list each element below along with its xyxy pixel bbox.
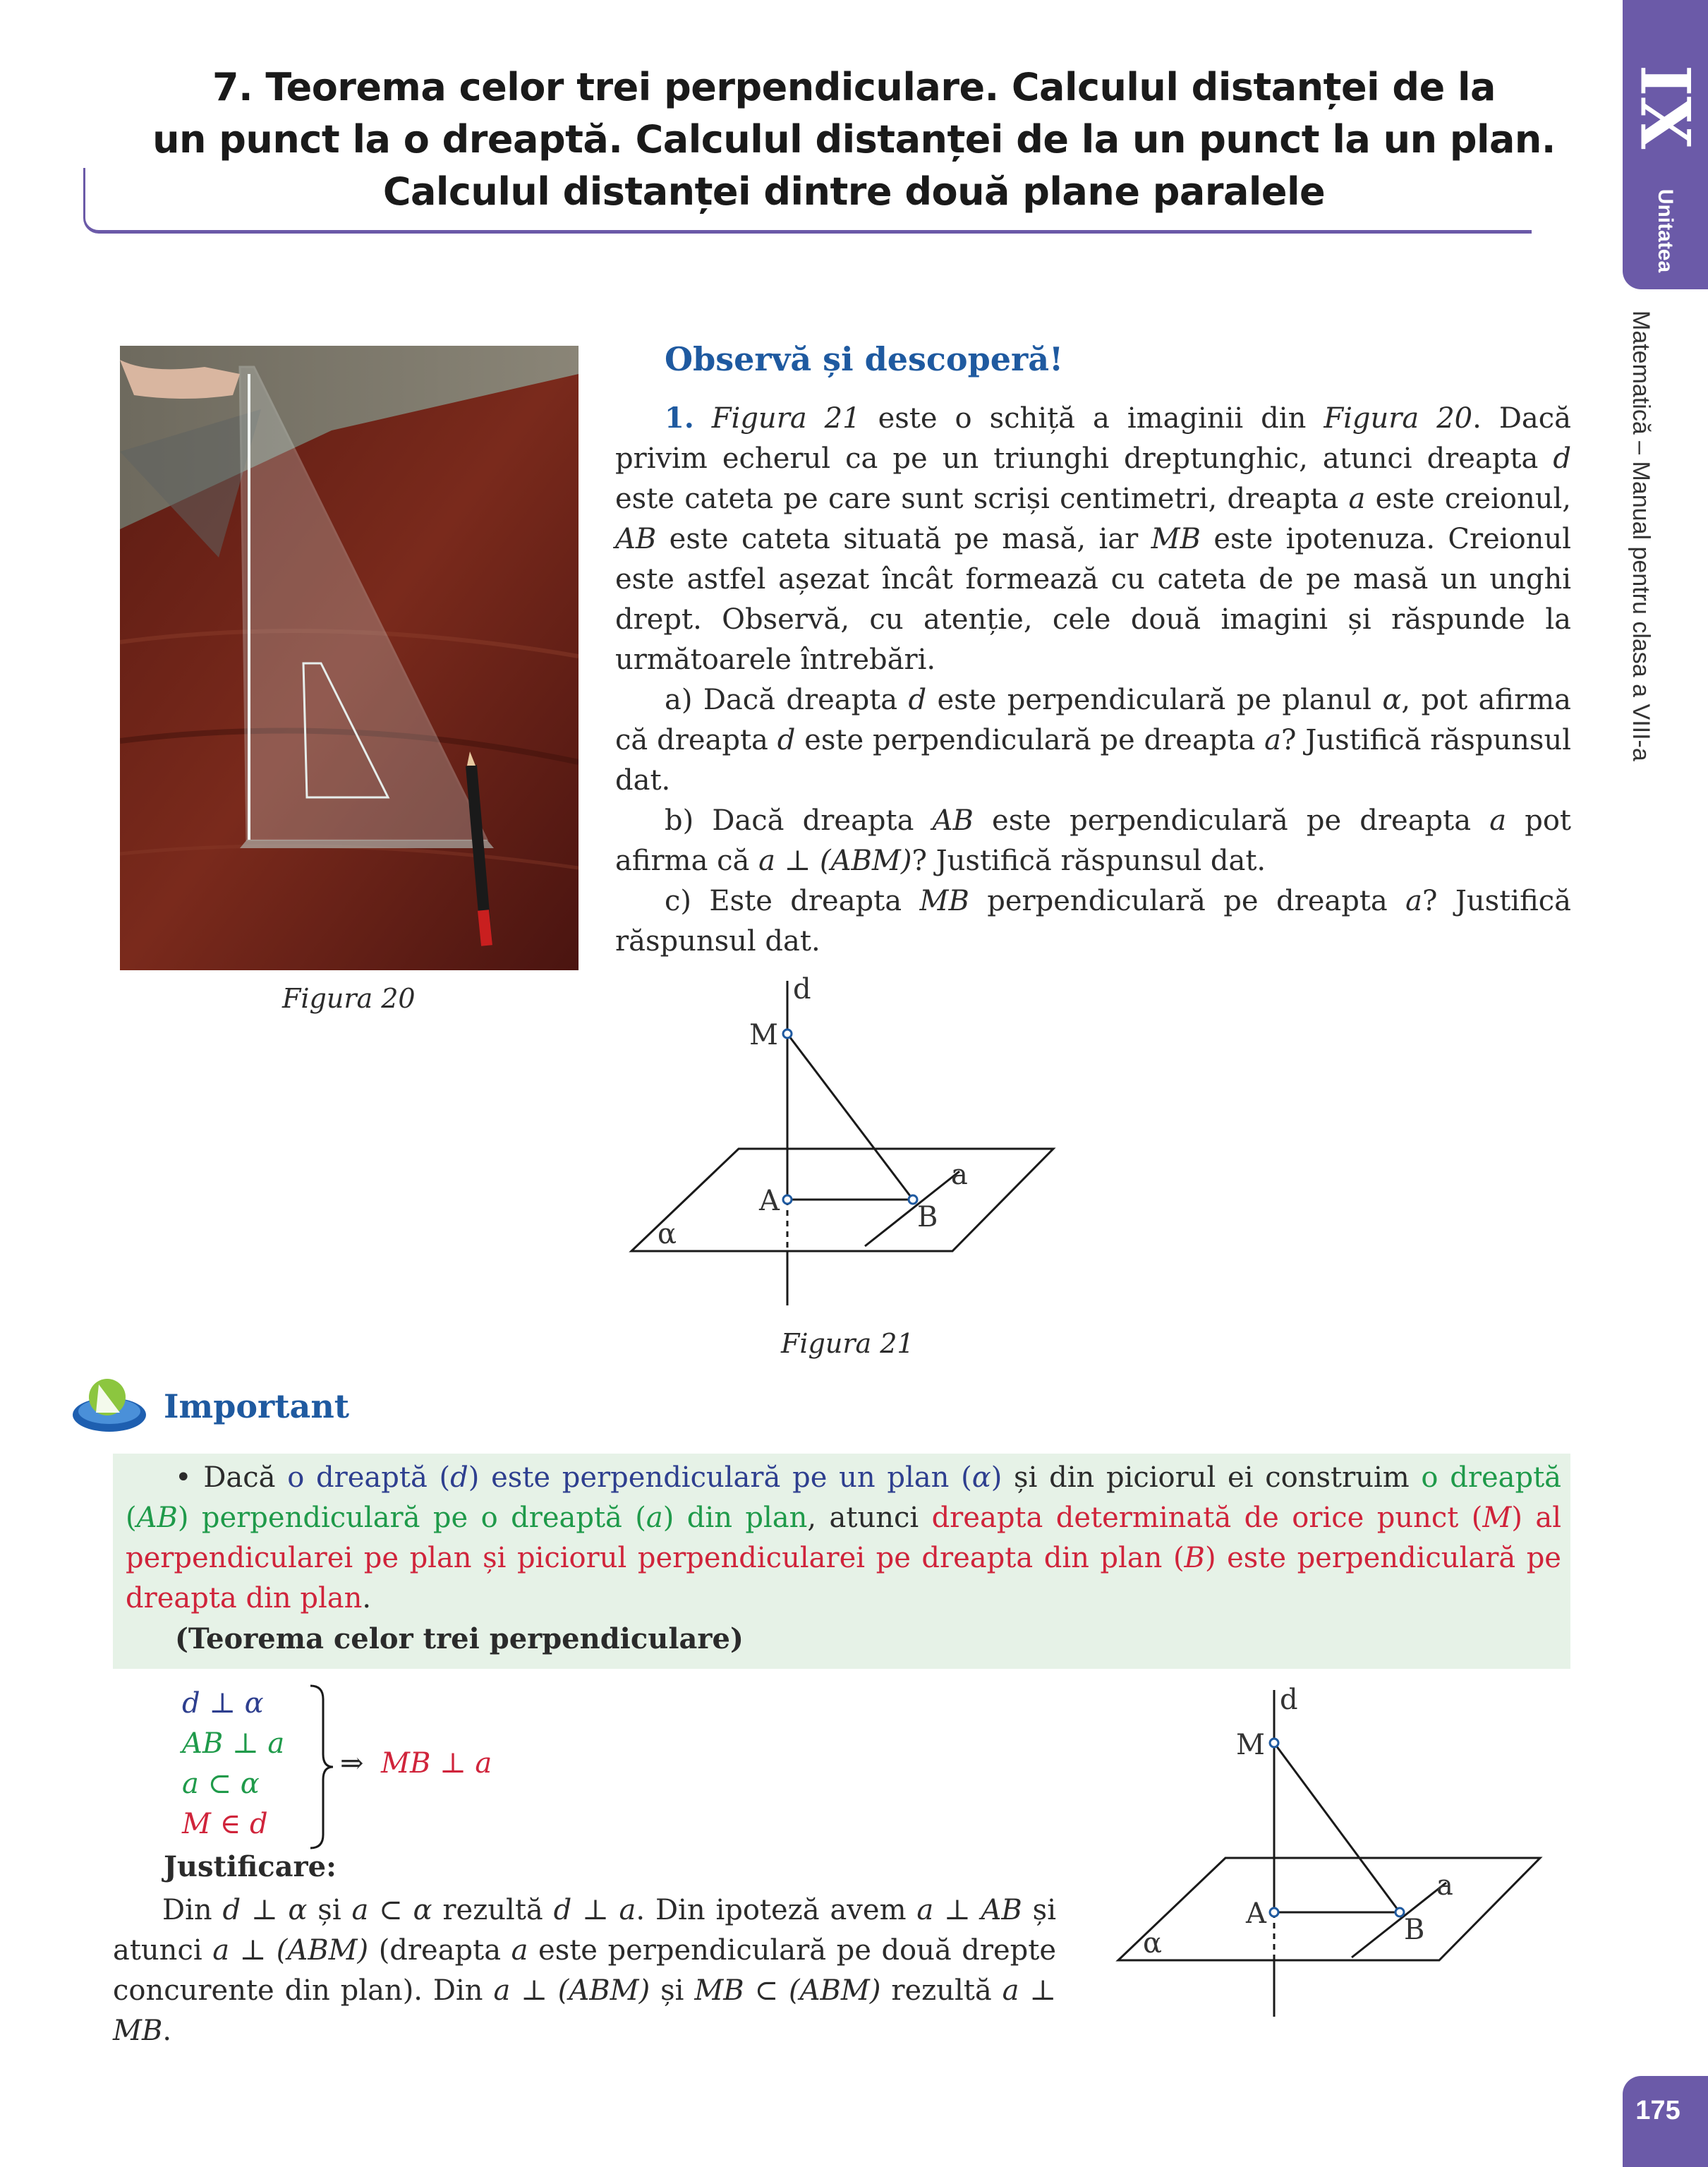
label-A: A — [759, 1185, 780, 1217]
page-title-line-1: 7. Teorema celor trei perpendiculare. Calculul distanței de la — [212, 65, 1496, 109]
label-A-2: A — [1246, 1897, 1266, 1930]
point-A-2 — [1270, 1908, 1278, 1917]
page-title-line-3: Calculul distanței dintre două plane paralele — [382, 169, 1326, 214]
theorem-diagram — [1108, 1686, 1559, 2025]
figure-20-photo — [120, 346, 579, 970]
justification-heading: Justificare: — [164, 1850, 337, 1883]
page-number: 175 — [1635, 2096, 1680, 2125]
important-text: • Dacă o dreaptă (d) este perpendiculară pe un plan (α) și din piciorul ei construim o dreaptă (AB) perpendiculară pe o dreaptă (a) din plan, atunci dreapta determinată de orice punct (M) al perpendicularei pe plan și piciorul perpendicularei pe dreapta din plan (B) este perpendiculară pe dreapta din plan. (Teorema celor trei perpendiculare) — [126, 1458, 1561, 1659]
plane-alpha-2 — [1118, 1858, 1540, 1960]
point-B-2 — [1395, 1908, 1404, 1917]
line-a-2 — [1352, 1883, 1446, 1957]
label-M-2: M — [1236, 1729, 1265, 1761]
label-M: M — [749, 1019, 778, 1051]
label-d: d — [793, 974, 811, 1006]
question-a: a) Dacă dreapta d este perpendiculară pe planul α, pot afirma că dreapta d este perpendiculară pe dreapta a? Justifică răspunsul dat. — [615, 684, 1571, 797]
label-a-2: a — [1436, 1869, 1453, 1902]
conclusion: MB ⊥ a — [381, 1747, 492, 1780]
point-M-2 — [1270, 1739, 1278, 1747]
point-B — [909, 1195, 917, 1204]
label-B: B — [917, 1201, 938, 1233]
segment-MB-2 — [1274, 1743, 1400, 1912]
page-number-tab — [1623, 2076, 1708, 2167]
figure-21-diagram — [621, 974, 1072, 1327]
condition-2: AB ⊥ a — [182, 1727, 285, 1760]
curly-brace — [308, 1684, 336, 1850]
observe-text: 1. Figura 21 este o schiță a imaginii din Figura 20. Dacă privim echerul ca pe un triunghi dreptunghic, atunci dreapta d este cateta pe care sunt scriși centimetri, dreapta a este creionul, AB este cateta situată pe masă, iar MB este ipotenuza. Creionul este astfel așezat încât formează cu cateta de pe masă un unghi drept. Observă, cu atenție, cele două imagini și răspunde la următoarele întrebări. a) Dacă dreapta d este perpendiculară pe planul α, pot afirma că dreapta d este perpendiculară pe dreapta a? Justifică răspunsul dat. b) Dacă dreapta AB este perpendiculară pe dreapta a pot afirma că a ⊥ (ABM)? Justifică răspunsul dat. c) Este dreapta MB perpendiculară pe dreapta a? Justifică răspunsul dat. — [615, 398, 1571, 962]
label-alpha-2: α — [1143, 1927, 1163, 1960]
line-a — [865, 1171, 959, 1246]
question-b: b) Dacă dreapta AB este perpendiculară pe dreapta a pot afirma că a ⊥ (ABM)? Justifică răspunsul dat. — [615, 804, 1571, 877]
title-underline — [83, 168, 1532, 234]
label-a: a — [951, 1159, 968, 1191]
unit-label: Unitatea — [1654, 188, 1677, 273]
theorem-name: (Teorema celor trei perpendiculare) — [175, 1622, 744, 1655]
label-B-2: B — [1404, 1914, 1425, 1946]
segment-MB — [787, 1034, 913, 1200]
unit-tab — [1623, 0, 1708, 289]
important-icon — [71, 1376, 152, 1436]
condition-1: d ⊥ α — [182, 1687, 264, 1720]
label-alpha: α — [658, 1218, 677, 1250]
photo-illustration — [120, 346, 579, 970]
condition-4: M ∈ d — [182, 1808, 268, 1840]
page-title-line-2: un punct la o dreaptă. Calculul distanței de la un punct la un plan. — [152, 117, 1556, 162]
point-M — [783, 1030, 792, 1038]
justification-text: Din d ⊥ α și a ⊂ α rezultă d ⊥ a. Din ipoteză avem a ⊥ AB și atunci a ⊥ (ABM) (dreapta a este perpendiculară pe două drepte concurente din plan). Din a ⊥ (ABM) și MB ⊂ (ABM) rezultă a ⊥ MB. — [113, 1894, 1057, 2047]
unit-roman-numeral: IX — [1625, 64, 1705, 150]
label-d-2: d — [1280, 1686, 1298, 1716]
question-c: c) Este dreapta MB perpendiculară pe dreapta a? Justifică răspunsul dat. — [615, 885, 1571, 958]
condition-3: a ⊂ α — [182, 1768, 260, 1800]
implication-arrow: ⇒ — [340, 1747, 364, 1780]
observe-heading: Observă și descoperă! — [665, 340, 1064, 378]
important-heading: Important — [164, 1387, 350, 1425]
exercise-number: 1. — [665, 402, 694, 435]
figure-20-caption: Figura 20 — [282, 983, 416, 1014]
point-A — [783, 1195, 792, 1204]
figure-21-caption: Figura 21 — [781, 1328, 914, 1359]
